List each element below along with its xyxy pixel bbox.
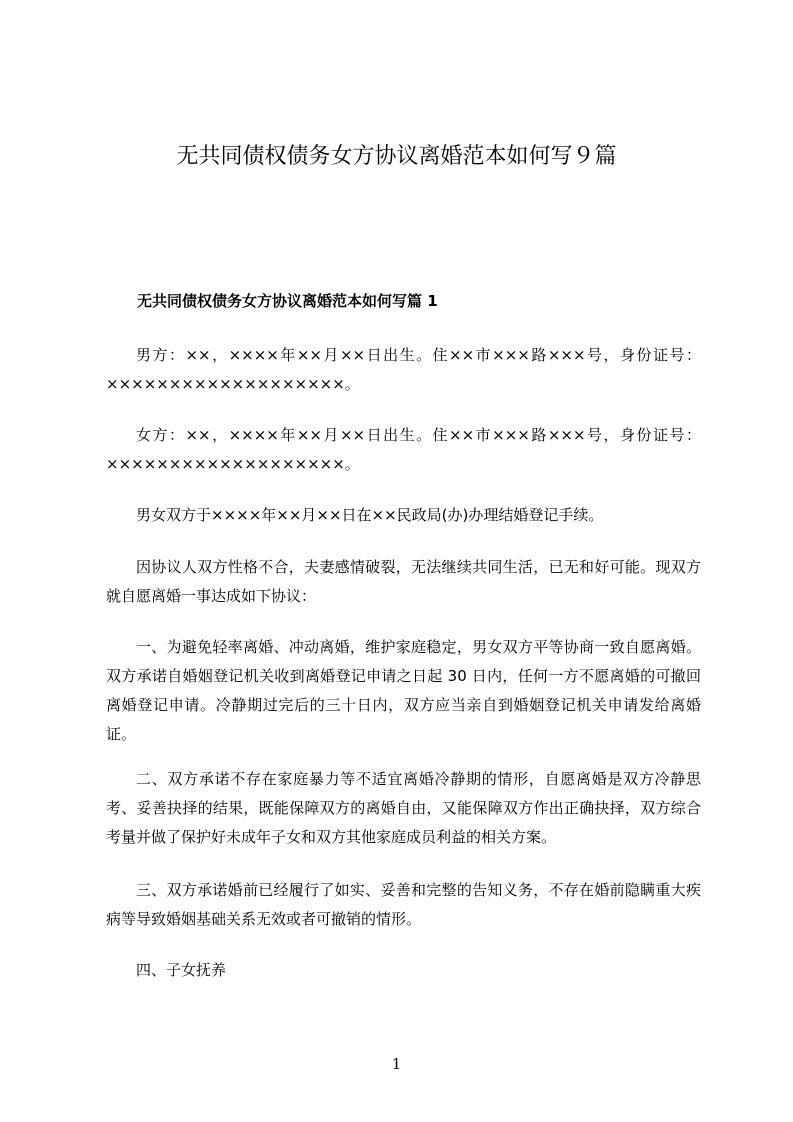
paragraph-clause-three: 三、双方承诺婚前已经履行了如实、妥善和完整的告知义务，不存在婚前隐瞒重大疾病等导致婚姻基础关系无效或者可撤销的情形。 <box>106 881 701 928</box>
paragraph-clause-one: 一、为避免轻率离婚、冲动离婚，维护家庭稳定，男女双方平等协商一致自愿离婚。双方承诺自婚姻登记机关收到离婚登记申请之日起 30 日内，任何一方不愿离婚的可撤回离婚登记申请。冷静期过完后的三十日内，双方应当亲自到婚姻登记机关申请发给离婚证。 <box>106 638 701 743</box>
section-heading: 无共同债权债务女方协议离婚范本如何写篇 1 <box>137 292 438 310</box>
paragraph-male-party: 男方：××，××××年××月××日出生。住××市×××路×××号，身份证号：×××××××××××××××××××。 <box>106 346 701 393</box>
page-number: 1 <box>391 1055 402 1073</box>
paragraph-reason: 因协议人双方性格不合，夫妻感情破裂，无法继续共同生活，已无和好可能。现双方就自愿离婚一事达成如下协议： <box>106 558 701 605</box>
paragraph-marriage-registration: 男女双方于××××年××月××日在××民政局(办)办理结婚登记手续。 <box>136 506 604 524</box>
paragraph-clause-four: 四、子女抚养 <box>136 961 227 979</box>
paragraph-female-party: 女方：××，××××年××月××日出生。住××市×××路×××号，身份证号：×××××××××××××××××××。 <box>106 426 701 473</box>
paragraph-clause-two: 二、双方承诺不存在家庭暴力等不适宜离婚冷静期的情形，自愿离婚是双方冷静思考、妥善抉择的结果，既能保障双方的离婚自由，又能保障双方作出正确抉择，双方综合考量并做了保护好未成年子女和双方其他家庭成员利益的相关方案。 <box>106 770 701 846</box>
document-title: 无共同债权债务女方协议离婚范本如何写９篇 <box>176 144 617 169</box>
